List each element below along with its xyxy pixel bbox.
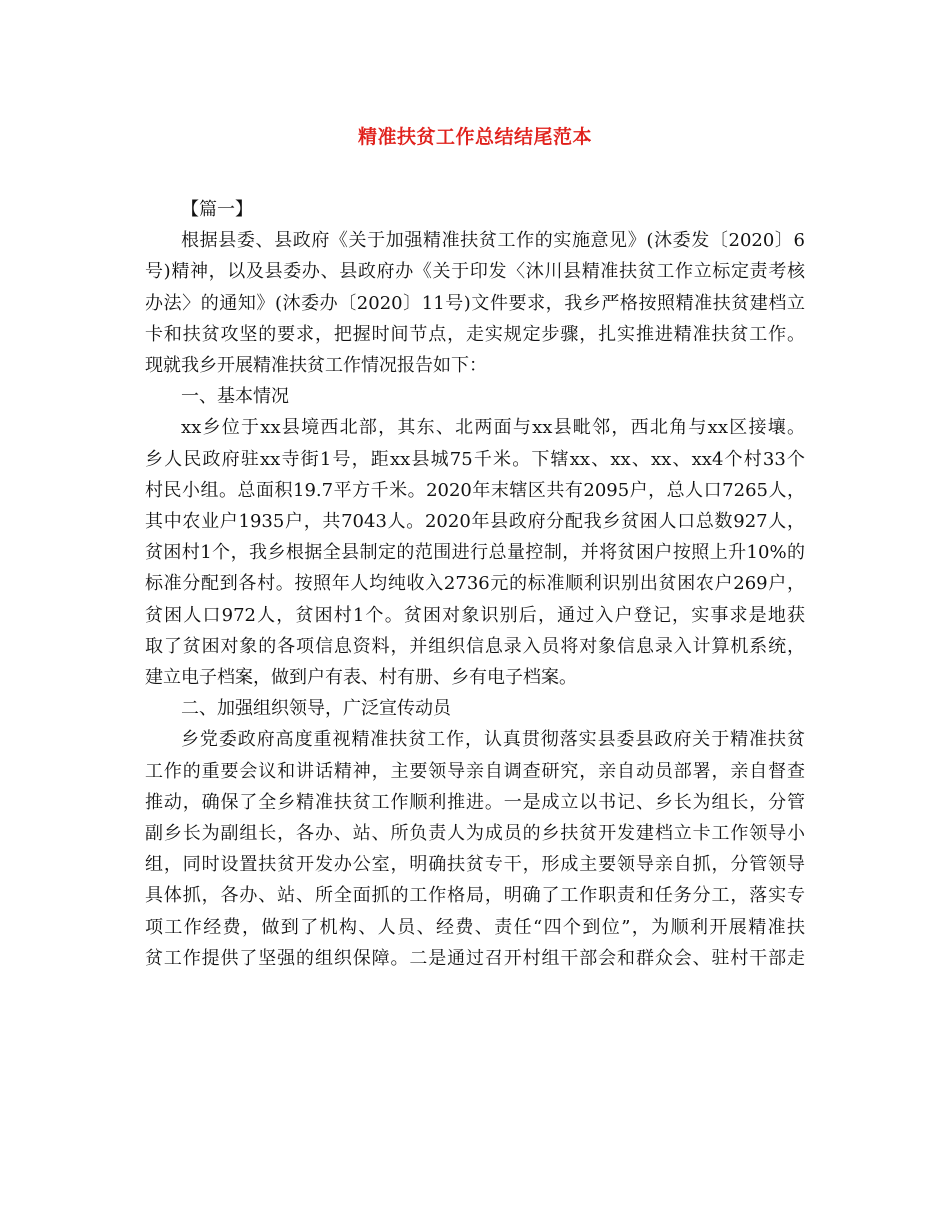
paragraph-line: 村民小组。总面积19.7平方千米。2020年末辖区共有2095户，总人口7265人， — [145, 479, 805, 501]
document-title: 精准扶贫工作总结结尾范本 — [357, 126, 592, 148]
paragraph-line: xx乡位于xx县境西北部，其东、北两面与xx县毗邻，西北角与xx区接壤。 — [181, 417, 805, 439]
paragraph-line: 推动，确保了全乡精准扶贫工作顺利推进。一是成立以书记、乡长为组长，分管 — [145, 791, 805, 813]
paragraph-line: 工作的重要会议和讲话精神，主要领导亲自调查研究，亲自动员部署，亲自督查 — [145, 760, 805, 782]
section-label: 【篇一】 — [181, 199, 253, 220]
document-body — [145, 194, 805, 974]
paragraph-line: 副乡长为副组长，各办、站、所负责人为成员的乡扶贫开发建档立卡工作领导小 — [145, 823, 805, 845]
paragraph-leadership — [145, 724, 805, 974]
paragraph-line: 取了贫困对象的各项信息资料，并组织信息录入员将对象信息录入计算机系统， — [145, 635, 805, 657]
paragraph-line: 办法〉的通知》(沐委办〔2020〕11号)文件要求，我乡严格按照精准扶贫建档立 — [145, 292, 805, 314]
section-heading-leadership: 二、加强组织领导，广泛宣传动员 — [181, 698, 451, 720]
paragraph-basic-info — [145, 412, 805, 693]
paragraph-line: 卡和扶贫攻坚的要求，把握时间节点，走实规定步骤，扎实推进精准扶贫工作。 — [145, 323, 805, 345]
paragraph-line: 现就我乡开展精准扶贫工作情况报告如下： — [145, 355, 487, 377]
paragraph-line: 具体抓，各办、站、所全面抓的工作格局，明确了工作职责和任务分工，落实专 — [145, 885, 805, 907]
paragraph-line: 标准分配到各村。按照年人均纯收入2736元的标准顺利识别出贫困农户269户， — [145, 573, 805, 595]
paragraph-line: 乡党委政府高度重视精准扶贫工作，认真贯彻落实县委县政府关于精准扶贫 — [181, 729, 805, 751]
paragraph-line: 项工作经费，做到了机构、人员、经费、责任“四个到位”，为顺利开展精准扶 — [145, 916, 805, 938]
paragraph-line: 乡人民政府驻xx寺街1号，距xx县城75千米。下辖xx、xx、xx、xx4个村33个 — [145, 448, 805, 470]
paragraph-line: 贫工作提供了坚强的组织保障。二是通过召开村组干部会和群众会、驻村干部走 — [145, 947, 805, 969]
paragraph-line: 建立电子档案，做到户有表、村有册、乡有电子档案。 — [145, 667, 577, 689]
paragraph-line: 号)精神，以及县委办、县政府办《关于印发〈沐川县精准扶贫工作立标定责考核 — [145, 261, 805, 283]
paragraph-line: 组，同时设置扶贫开发办公室，明确扶贫专干，形成主要领导亲自抓，分管领导 — [145, 854, 805, 876]
paragraph-intro — [145, 225, 805, 381]
paragraph-line: 其中农业户1935户，共7043人。2020年县政府分配我乡贫困人口总数927人， — [145, 511, 805, 533]
section-heading-basic: 一、基本情况 — [181, 386, 289, 408]
paragraph-line: 贫困村1个，我乡根据全县制定的范围进行总量控制，并将贫困户按照上升10%的 — [145, 542, 805, 564]
paragraph-line: 贫困人口972人，贫困村1个。贫困对象识别后，通过入户登记，实事求是地获 — [145, 604, 805, 626]
paragraph-line: 根据县委、县政府《关于加强精准扶贫工作的实施意见》(沐委发〔2020〕6 — [181, 230, 805, 252]
